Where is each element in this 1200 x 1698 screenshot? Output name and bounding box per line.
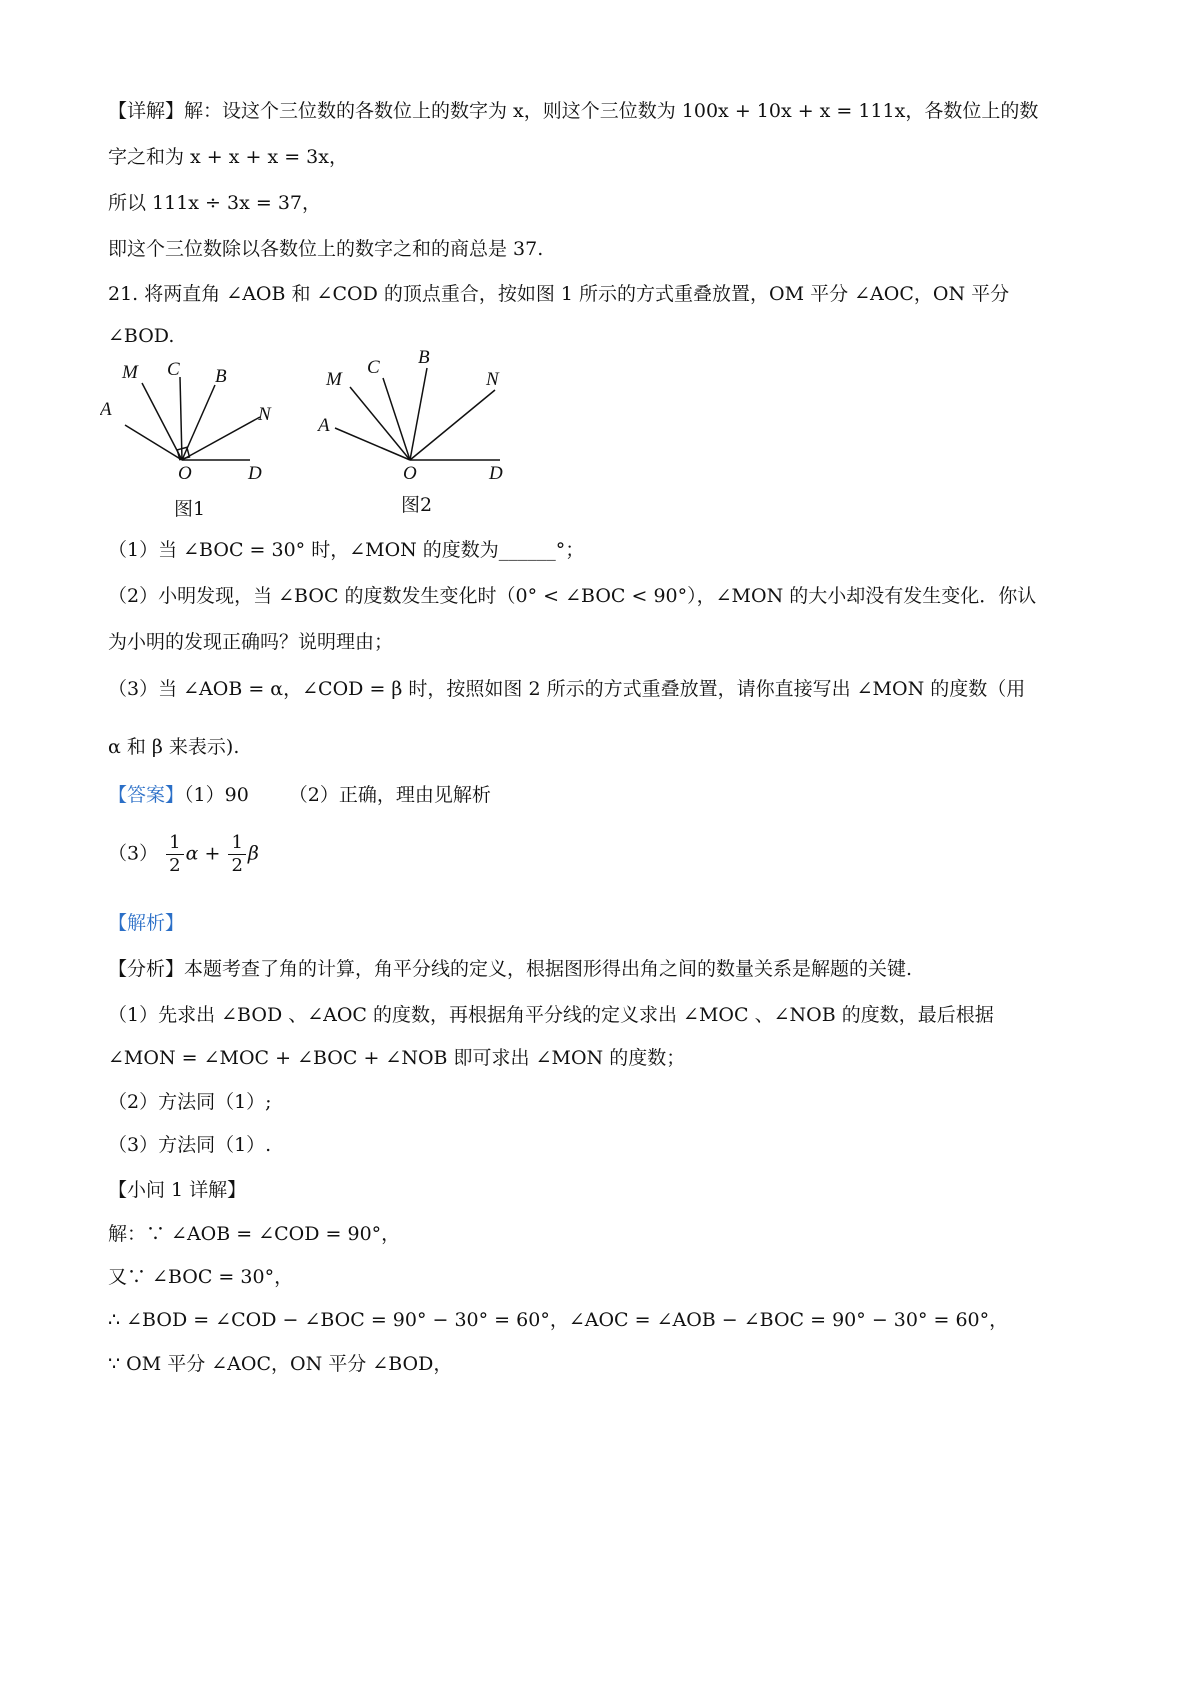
- detail-line-2: 字之和为 x + x + x = 3x，: [108, 146, 348, 168]
- fig1-label-D: D: [248, 463, 262, 484]
- part-3b: α 和 β 来表示).: [108, 736, 240, 758]
- question-line-1: 21. 将两直角 ∠AOB 和 ∠COD 的顶点重合，按如图 1 所示的方式重叠放置，OM 平分 ∠AOC，ON 平分: [108, 283, 1010, 305]
- fig1-label-C: C: [167, 359, 180, 380]
- fig2-label-A: A: [318, 415, 330, 436]
- analysis-step-2: （2）方法同（1）;: [108, 1091, 272, 1113]
- answer-tag: 【答案】: [108, 784, 185, 806]
- analysis-fenxi: 【分析】本题考查了角的计算，角平分线的定义，根据图形得出角之间的数量关系是解题的关键.: [108, 958, 913, 980]
- part-2a: （2）小明发现，当 ∠BOC 的度数发生变化时（0° < ∠BOC < 90°），∠MON 的大小却没有发生变化．你认: [108, 585, 1037, 607]
- analysis-tag: 【解析】: [108, 912, 185, 934]
- question-line-2: ∠BOD.: [108, 325, 175, 347]
- figure-1-caption: 图1: [174, 498, 206, 520]
- sub1-line-1: 解：∵ ∠AOB = ∠COD = 90°，: [108, 1223, 401, 1245]
- fig2-label-N: N: [486, 369, 499, 390]
- analysis-step-3: （3）方法同（1）.: [108, 1134, 272, 1156]
- fig2-label-D: D: [489, 463, 503, 484]
- figure-2-caption: 图2: [401, 494, 433, 516]
- sub1-line-3: ∴ ∠BOD = ∠COD − ∠BOC = 90° − 30° = 60°，∠AOC = ∠AOB − ∠BOC = 90° − 30° = 60°，: [108, 1309, 1009, 1331]
- fig2-label-M: M: [326, 369, 342, 390]
- analysis-step-1a: （1）先求出 ∠BOD 、∠AOC 的度数，再根据角平分线的定义求出 ∠MOC 、∠NOB 的度数，最后根据: [108, 1004, 994, 1026]
- fig1-label-A: A: [100, 399, 112, 420]
- fig1-label-O: O: [178, 463, 192, 484]
- part-1: （1）当 ∠BOC = 30° 时，∠MON 的度数为______°；: [108, 539, 585, 561]
- fig2-label-O: O: [403, 463, 417, 484]
- fig2-label-B: B: [418, 347, 430, 368]
- detail-line-3: 所以 111x ÷ 3x = 37，: [108, 192, 321, 214]
- sub1-line-4: ∵ OM 平分 ∠AOC，ON 平分 ∠BOD，: [108, 1353, 453, 1375]
- sub1-title: 【小问 1 详解】: [108, 1179, 247, 1201]
- fraction-half-alpha: $\frac{1}{2}$: [166, 832, 183, 877]
- figure-1: [100, 355, 300, 485]
- detail-line-1: 【详解】解：设这个三位数的各数位上的数字为 x，则这个三位数为 100x + 10x + x = 111x，各数位上的数: [108, 100, 1039, 122]
- answer-part-1: （1）90: [184, 784, 249, 806]
- fig1-label-M: M: [122, 362, 138, 383]
- analysis-step-1b: ∠MON = ∠MOC + ∠BOC + ∠NOB 即可求出 ∠MON 的度数；: [108, 1047, 686, 1069]
- fraction-half-beta: $\frac{1}{2}$: [228, 832, 245, 877]
- answer-part-2: （2）正确，理由见解析: [288, 784, 491, 806]
- part-2b: 为小明的发现正确吗？说明理由；: [108, 631, 394, 653]
- figure-2: [315, 345, 515, 485]
- answer-line-1: [108, 780, 491, 807]
- answer-line-3: （3） $\frac{1}{2}$ α + $\frac{1}{2}$ β: [108, 832, 259, 876]
- part-3a: （3）当 ∠AOB = α，∠COD = β 时，按照如图 2 所示的方式重叠放置，请你直接写出 ∠MON 的度数（用: [108, 678, 1026, 700]
- fig1-label-B: B: [215, 366, 227, 387]
- fig2-label-C: C: [367, 357, 380, 378]
- answer-part-3-prefix: （3）: [108, 842, 159, 865]
- sub1-line-2: 又∵ ∠BOC = 30°，: [108, 1266, 294, 1288]
- detail-line-4: 即这个三位数除以各数位上的数字之和的商总是 37.: [108, 238, 544, 260]
- fig1-label-N: N: [258, 404, 271, 425]
